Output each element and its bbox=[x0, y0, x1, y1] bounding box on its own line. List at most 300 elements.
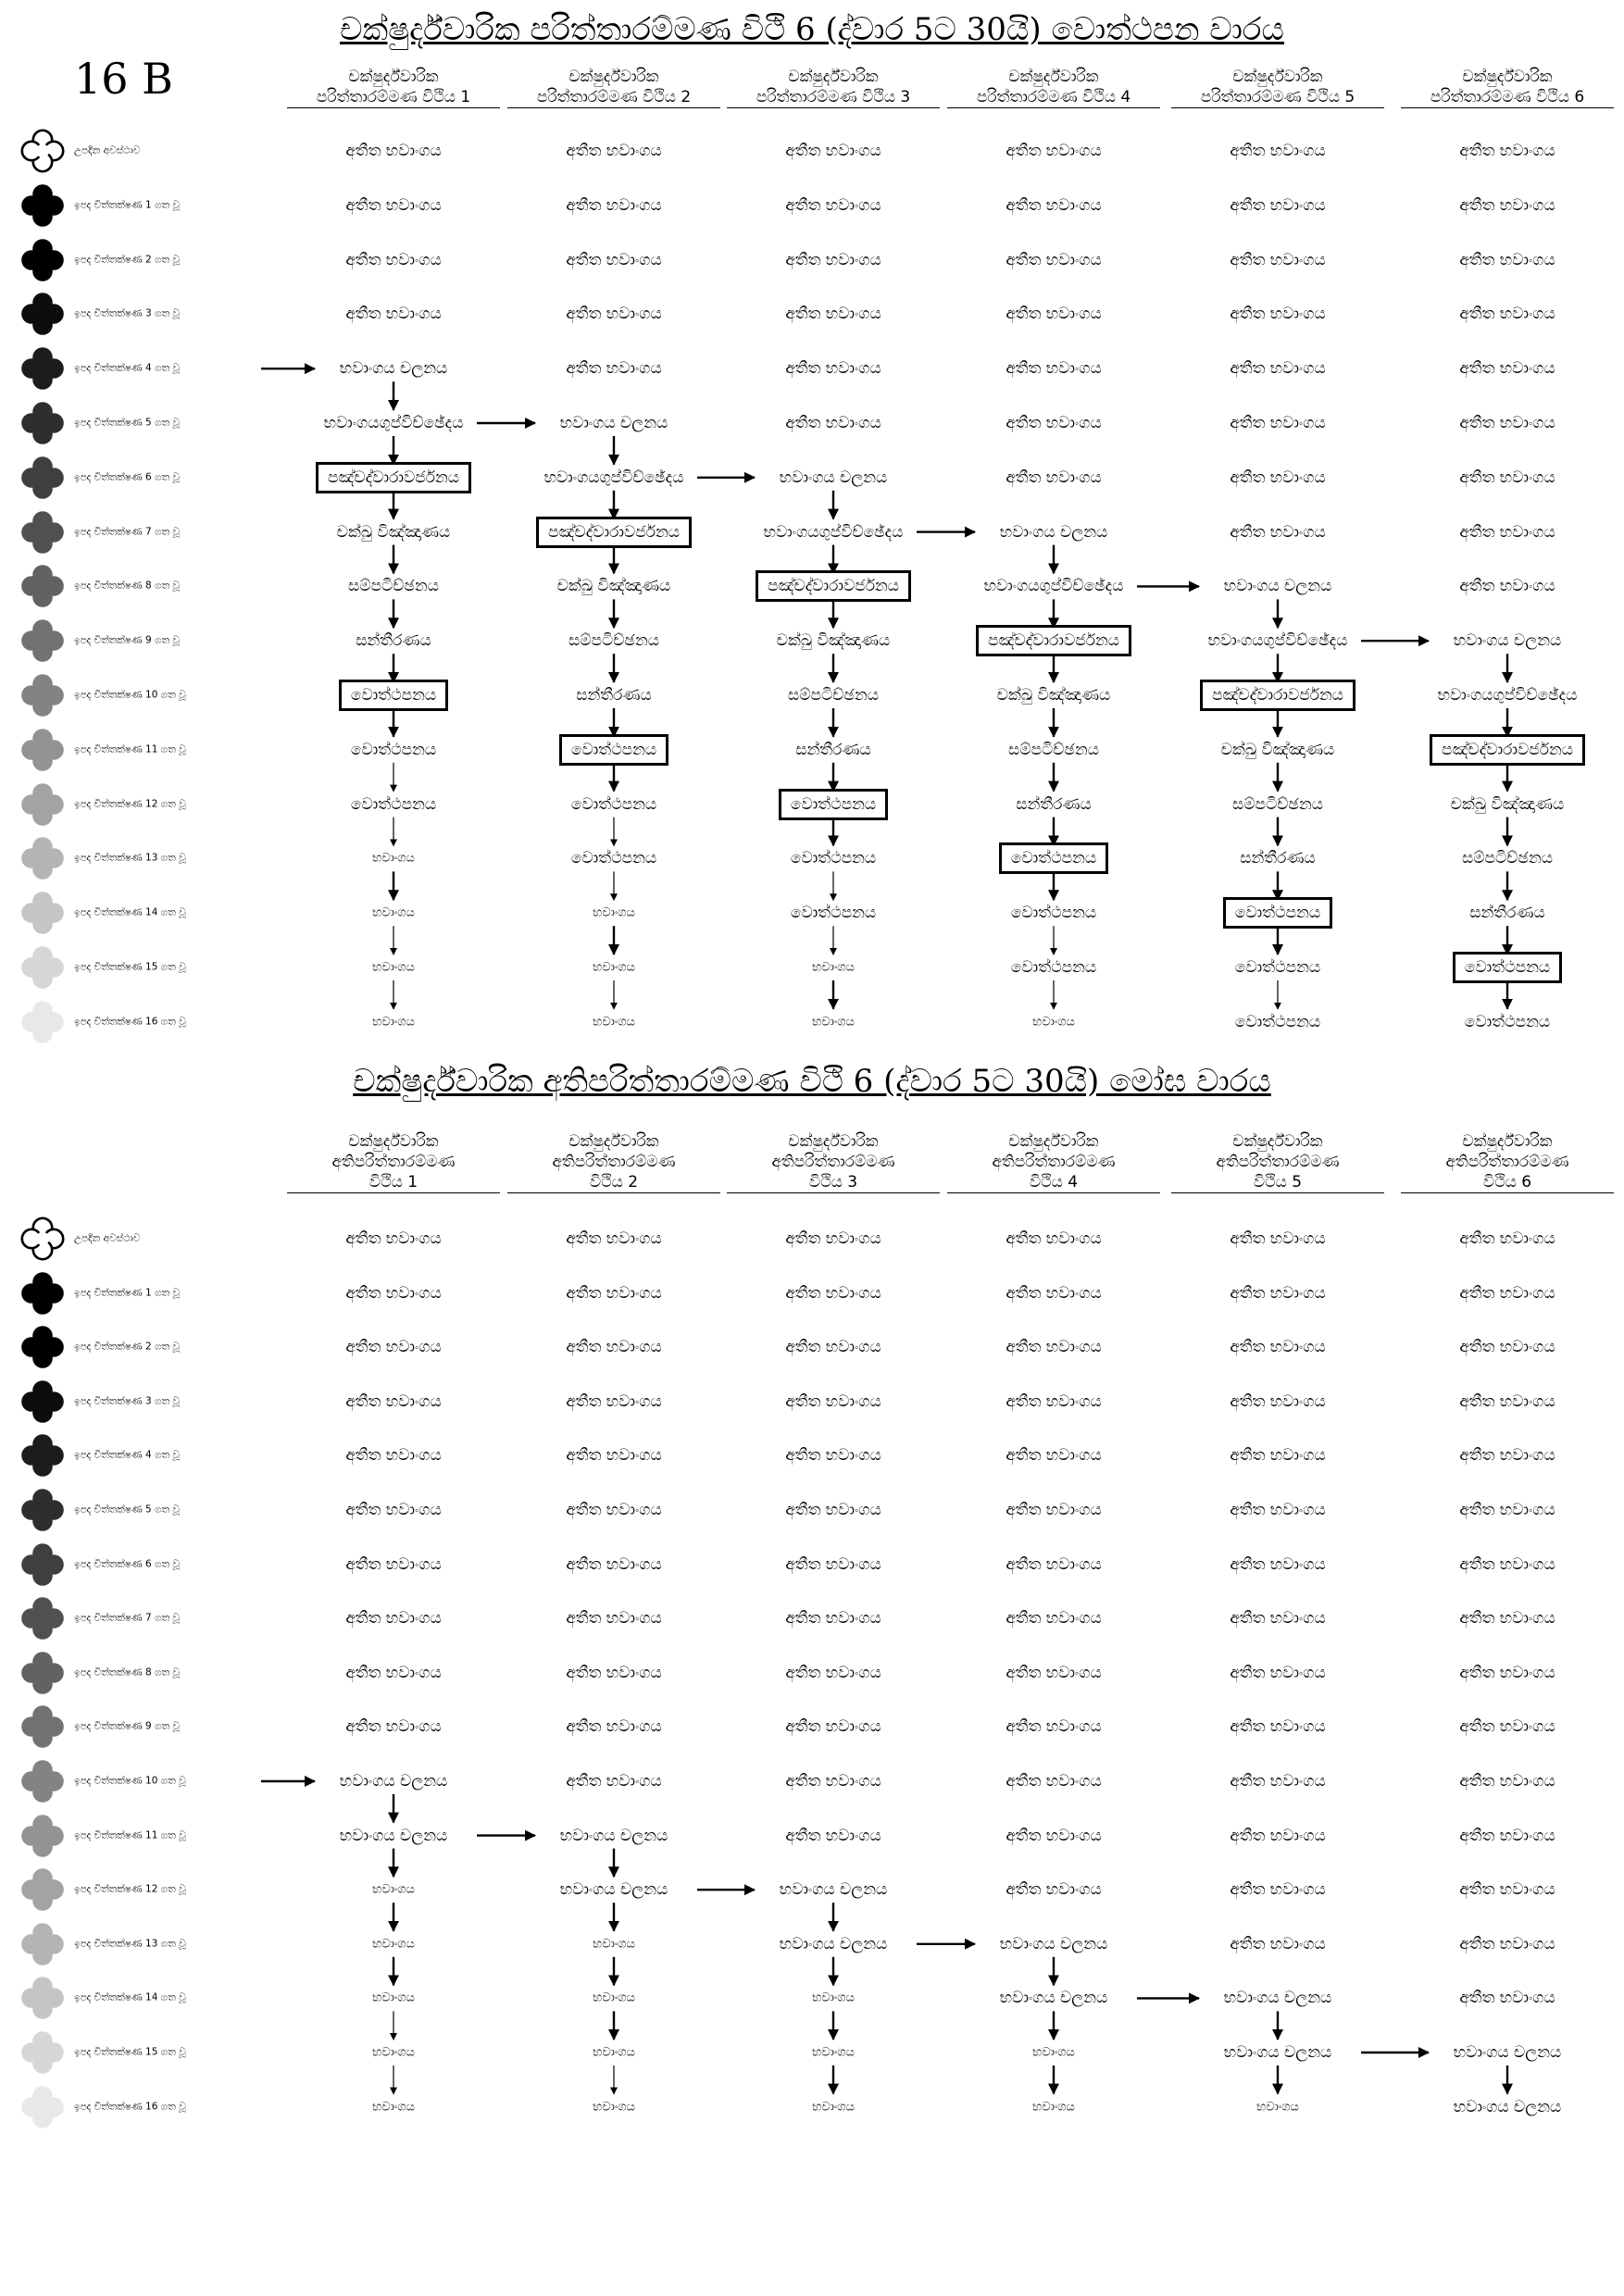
cell: භවාංගය චලනය bbox=[999, 1989, 1108, 2008]
cell: අතීත භවාංගය bbox=[566, 1501, 662, 1519]
cell: අතීත භවාංගය bbox=[785, 1501, 881, 1519]
cell: අතීත භවාංගය bbox=[1006, 305, 1102, 324]
row-label: ඉපද චිත්තක්ෂණ 14 ගත වූ bbox=[74, 906, 186, 918]
column-header-line: අතිපරිත්තාරම්මණ bbox=[331, 1153, 456, 1171]
cell: භවාංගය bbox=[593, 2100, 635, 2115]
cell: වොත්ථපනය bbox=[790, 904, 877, 923]
clover-icon bbox=[20, 129, 65, 173]
column-header bbox=[1171, 67, 1384, 108]
cell-highlighted: පඤ්චද්වාරාවර්ජනය bbox=[947, 625, 1160, 656]
cell: චක්ඛු විඤ්ඤාණය bbox=[1220, 740, 1335, 759]
cell: අතීත භවාංගය bbox=[1230, 305, 1326, 324]
cell: අතීත භවාංගය bbox=[566, 1229, 662, 1248]
column-header-line: චක්ෂුර්ද්වාරික bbox=[348, 68, 439, 86]
cell: භවාංගය චලනය bbox=[999, 1934, 1108, 1953]
cell: සන්තීරණය bbox=[795, 740, 871, 759]
row-label: ඉපද චිත්තක්ෂණ 11 ගත වූ bbox=[74, 1829, 186, 1841]
cell: භවාංගය bbox=[812, 2045, 855, 2060]
column-header bbox=[1171, 1131, 1384, 1193]
cell: අතීත භවාංගය bbox=[1459, 142, 1555, 160]
cell: අතීත භවාංගය bbox=[785, 1229, 881, 1248]
clover-icon bbox=[20, 782, 65, 827]
cell: අතීත භවාංගය bbox=[1459, 1772, 1555, 1791]
row-label: ඉපද චිත්තක්ෂණ 3 ගත වූ bbox=[74, 1395, 180, 1407]
cell: භවාංගය චලනය bbox=[1223, 2043, 1332, 2062]
cell: අතීත භවාංගය bbox=[345, 1283, 442, 1303]
cell: අතීත භවාංගය bbox=[1006, 1283, 1102, 1303]
column-header bbox=[507, 67, 720, 108]
cell: අතීත භවාංගය bbox=[785, 1717, 881, 1737]
cell: භවාංගය චලනය bbox=[559, 1880, 668, 1900]
cell: වොත්ථපනය bbox=[1234, 1012, 1321, 1031]
cell: වොත්ථපනය bbox=[1464, 1012, 1551, 1031]
clover-icon bbox=[20, 728, 65, 772]
column-header-line: අතිපරිත්තාරම්මණ bbox=[1445, 1153, 1569, 1171]
cell: අතීත භවාංගය bbox=[345, 1391, 442, 1411]
column-header-line: පරිත්තාරම්මණ විථිය 5 bbox=[1200, 88, 1355, 106]
column-header-line: විථිය 1 bbox=[369, 1173, 418, 1192]
clover-icon bbox=[20, 183, 65, 228]
cell: අතීත භවාංගය bbox=[345, 1717, 442, 1737]
column-header-line: පරිත්තාරම්මණ විථිය 1 bbox=[316, 88, 471, 106]
clover-icon bbox=[20, 1217, 65, 1261]
cell: අතීත භවාංගය bbox=[345, 142, 442, 160]
cell: භවාංගය bbox=[593, 2045, 635, 2060]
cell: භවාංගය bbox=[372, 960, 415, 975]
cell: අතීත භවාංගය bbox=[345, 250, 442, 269]
row-label: ඉපද චිත්තක්ෂණ 7 ගත වූ bbox=[74, 526, 180, 538]
cell: සන්තීරණය bbox=[1469, 904, 1545, 923]
cell: අතීත භවාංගය bbox=[1459, 305, 1555, 324]
cell-highlighted: වොත්ථපනය bbox=[947, 842, 1160, 874]
cell: චක්ඛු විඤ්ඤාණය bbox=[556, 577, 671, 596]
cell: අතීත භවාංගය bbox=[1459, 359, 1555, 379]
cell: අතීත භවාංගය bbox=[1459, 1391, 1555, 1411]
cell: භවාංගය bbox=[593, 1015, 635, 1029]
cell: අතීත භවාංගය bbox=[345, 195, 442, 215]
cell-highlighted: පඤ්චද්වාරාවර්ජනය bbox=[1171, 680, 1384, 711]
row-label: ඉපද චිත්තක්ෂණ 10 ගත වූ bbox=[74, 689, 186, 701]
cell: භවාංගයගුප්විච්ඡේදය bbox=[763, 522, 904, 542]
clover-icon bbox=[20, 1704, 65, 1749]
cell: අතීත භවාංගය bbox=[785, 1391, 881, 1411]
cell: අතීත භවාංගය bbox=[1459, 468, 1555, 487]
cell-highlighted: පඤ්චද්වාරාවර්ජනය bbox=[287, 462, 500, 493]
cell: අතීත භවාංගය bbox=[1230, 1717, 1326, 1737]
column-header bbox=[1401, 1131, 1614, 1193]
clover-icon bbox=[20, 1596, 65, 1641]
cell: වොත්ථපනය bbox=[1010, 958, 1097, 977]
cell: අතීත භවාංගය bbox=[1006, 1446, 1102, 1466]
cell: චක්ඛු විඤ්ඤාණය bbox=[776, 631, 891, 651]
cell: සම්පටිච්ඡනය bbox=[1232, 794, 1323, 814]
cell-highlighted: වොත්ථපනය bbox=[1171, 897, 1384, 929]
cell: අතීත භවාංගය bbox=[1459, 1880, 1555, 1900]
row-label: ඉපද චිත්තක්ෂණ 8 ගත වූ bbox=[74, 580, 180, 592]
cell: සන්තීරණය bbox=[576, 686, 652, 705]
column-header bbox=[727, 1131, 940, 1193]
cell: අතීත භවාංගය bbox=[1459, 577, 1555, 596]
cell: අතීත භවාංගය bbox=[566, 1554, 662, 1574]
column-header bbox=[947, 1131, 1160, 1193]
column-header-line: චක්ෂුර්ද්වාරික bbox=[1232, 68, 1323, 86]
cell: භවාංගය චලනය bbox=[1453, 2043, 1562, 2062]
cell: අතීත භවාංගය bbox=[1230, 1501, 1326, 1519]
cell: අතීත භවාංගය bbox=[345, 305, 442, 324]
cell: භවාංගය චලනය bbox=[1453, 2097, 1562, 2116]
cell: භවාංගය bbox=[372, 1882, 415, 1897]
cell: භවාංගයගුප්විච්ඡේදය bbox=[983, 577, 1124, 596]
column-header-line: චක්ෂුර්ද්වාරික bbox=[348, 1132, 439, 1151]
cell: භවාංගය bbox=[1032, 2100, 1075, 2115]
cell: අතීත භවාංගය bbox=[1230, 1338, 1326, 1357]
cell: අතීත භවාංගය bbox=[566, 1772, 662, 1791]
page-code: 16 B bbox=[74, 54, 173, 104]
row-label: ඉපද චිත්තක්ෂණ 6 ගත වූ bbox=[74, 1558, 180, 1570]
row-label: ඉපද චිත්තක්ෂණ 14 ගත වූ bbox=[74, 1991, 186, 2003]
cell: භවාංගය bbox=[812, 1990, 855, 2005]
row-label: උපදින අවස්ථාව bbox=[74, 1232, 141, 1244]
row-label: ඉපද චිත්තක්ෂණ 6 ගත වූ bbox=[74, 471, 180, 483]
column-header-line: චක්ෂුර්ද්වාරික bbox=[1232, 1132, 1323, 1151]
cell: අතීත භවාංගය bbox=[785, 1826, 881, 1845]
row-label: ඉපද චිත්තක්ෂණ 8 ගත වූ bbox=[74, 1666, 180, 1678]
cell: වොත්ථපනය bbox=[790, 849, 877, 868]
cell: භවාංගය bbox=[372, 1015, 415, 1029]
cell: භවාංගය චලනය bbox=[1453, 631, 1562, 651]
row-label: ඉපද චිත්තක්ෂණ 2 ගත වූ bbox=[74, 254, 180, 266]
cell: වොත්ථපනය bbox=[570, 794, 657, 814]
cell: අතීත භවාංගය bbox=[1459, 1989, 1555, 2008]
row-label: ඉපද චිත්තක්ෂණ 5 ගත වූ bbox=[74, 1504, 180, 1516]
row-label: උපදින අවස්ථාව bbox=[74, 144, 141, 156]
cell: අතීත භවාංගය bbox=[566, 359, 662, 379]
cell: අතීත භවාංගය bbox=[566, 1717, 662, 1737]
cell: සම්පටිච්ඡනය bbox=[348, 577, 439, 596]
cell: අතීත භවාංගය bbox=[566, 1663, 662, 1682]
cell: අතීත භවාංගය bbox=[1459, 1609, 1555, 1628]
column-header bbox=[287, 1131, 500, 1193]
cell: අතීත භවාංගය bbox=[566, 1338, 662, 1357]
cell: භවාංගය bbox=[372, 1990, 415, 2005]
cell: වොත්ථපනය bbox=[1234, 958, 1321, 977]
cell: භවාංගය bbox=[372, 2045, 415, 2060]
column-header-line: අතිපරිත්තාරම්මණ bbox=[552, 1153, 676, 1171]
column-header-line: චක්ෂුර්ද්වාරික bbox=[788, 68, 879, 86]
cell: භවාංගය bbox=[372, 2100, 415, 2115]
cell: අතීත භවාංගය bbox=[1006, 359, 1102, 379]
cell: භවාංගය චලනය bbox=[779, 1880, 888, 1900]
cell: භවාංගයගුප්විච්ඡේදය bbox=[1437, 686, 1578, 705]
cell-highlighted: පඤ්චද්වාරාවර්ජනය bbox=[507, 517, 720, 548]
cell: භවාංගය චලනය bbox=[779, 468, 888, 487]
cell: අතීත භවාංගය bbox=[1006, 1338, 1102, 1357]
row-label: ඉපද චිත්තක්ෂණ 9 ගත වූ bbox=[74, 1720, 180, 1732]
cell: අතීත භවාංගය bbox=[1230, 359, 1326, 379]
row-label: ඉපද චිත්තක්ෂණ 9 ගත වූ bbox=[74, 634, 180, 646]
cell: සම්පටිච්ඡනය bbox=[1008, 740, 1099, 759]
cell: අතීත භවාංගය bbox=[1230, 195, 1326, 215]
cell: වොත්ථපනය bbox=[350, 740, 437, 759]
cell: භවාංගය චලනය bbox=[559, 414, 668, 432]
clover-icon bbox=[20, 1542, 65, 1587]
row-label: ඉපද චිත්තක්ෂණ 15 ගත වූ bbox=[74, 2046, 186, 2058]
column-header-line: විථිය 4 bbox=[1029, 1173, 1079, 1192]
column-header-line: විථිය 6 bbox=[1482, 1173, 1532, 1192]
column-header-line: චක්ෂුර්ද්වාරික bbox=[1462, 1132, 1553, 1151]
clover-icon bbox=[20, 1271, 65, 1316]
clover-icon bbox=[20, 1814, 65, 1858]
cell: භවාංගය bbox=[593, 905, 635, 920]
cell: අතීත භවාංගය bbox=[345, 1338, 442, 1357]
cell: භවාංගය bbox=[812, 1015, 855, 1029]
cell: අතීත භවාංගය bbox=[785, 250, 881, 269]
cell: භවාංගය චලනය bbox=[779, 1934, 888, 1953]
cell: භවාංගය bbox=[593, 1990, 635, 2005]
cell: භවාංගය චලනය bbox=[339, 1772, 448, 1791]
cell: සන්තීරණය bbox=[356, 631, 431, 651]
cell: අතීත භවාංගය bbox=[1230, 1772, 1326, 1791]
cell: භවාංගය චලනය bbox=[999, 522, 1108, 542]
cell: අතීත භවාංගය bbox=[1459, 1554, 1555, 1574]
cell: අතීත භවාංගය bbox=[1459, 1501, 1555, 1519]
cell: අතීත භවාංගය bbox=[1230, 1391, 1326, 1411]
clover-icon bbox=[20, 292, 65, 336]
clover-icon bbox=[20, 2030, 65, 2075]
cell: අතීත භවාංගය bbox=[1459, 250, 1555, 269]
column-header-line: විථිය 3 bbox=[808, 1173, 858, 1192]
cell: අතීත භවාංගය bbox=[1230, 142, 1326, 160]
section1-title: චක්ෂුර්ද්වාරික පරිත්තාරම්මණ විථි 6 (ද්වාර 5ට 30යි) වොත්ථපන වාරය bbox=[340, 11, 1284, 48]
column-header-line: පරිත්තාරම්මණ විථිය 6 bbox=[1430, 88, 1585, 106]
cell: අතීත භවාංගය bbox=[566, 305, 662, 324]
row-label: ඉපද චිත්තක්ෂණ 15 ගත වූ bbox=[74, 961, 186, 973]
section2-title: චක්ෂුර්ද්වාරික අතිපරිත්තාරම්මණ විථි 6 (ද්වාර 5ට 30යි) මෝඝ වාරය bbox=[353, 1063, 1271, 1100]
column-header-line: අතිපරිත්තාරම්මණ bbox=[992, 1153, 1116, 1171]
cell: අතීත භවාංගය bbox=[1006, 1826, 1102, 1845]
cell: අතීත භවාංගය bbox=[1230, 1446, 1326, 1466]
cell: අතීත භවාංගය bbox=[345, 1609, 442, 1628]
clover-icon bbox=[20, 2085, 65, 2129]
cell: භවාංගයගුප්විච්ඡේදය bbox=[1207, 631, 1348, 651]
cell: අතීත භවාංගය bbox=[566, 1446, 662, 1466]
row-label: ඉපද චිත්තක්ෂණ 16 ගත වූ bbox=[74, 1016, 186, 1028]
clover-icon bbox=[20, 891, 65, 935]
row-label: ඉපද චිත්තක්ෂණ 11 ගත වූ bbox=[74, 743, 186, 755]
row-label: ඉපද චිත්තක්ෂණ 1 ගත වූ bbox=[74, 199, 180, 211]
row-label: ඉපද චිත්තක්ෂණ 2 ගත වූ bbox=[74, 1341, 180, 1353]
cell: භවාංගය චලනය bbox=[1223, 1989, 1332, 2008]
cell: අතීත භවාංගය bbox=[345, 1229, 442, 1248]
cell: අතීත භවාංගය bbox=[785, 1338, 881, 1357]
column-header-line: විථිය 5 bbox=[1253, 1173, 1303, 1192]
clover-icon bbox=[20, 1651, 65, 1695]
cell: අතීත භවාංගය bbox=[566, 195, 662, 215]
cell: අතීත භවාංගය bbox=[1230, 1283, 1326, 1303]
cell: අතීත භවාංගය bbox=[1459, 1934, 1555, 1953]
column-header-line: චක්ෂුර්ද්වාරික bbox=[1462, 68, 1553, 86]
cell: අතීත භවාංගය bbox=[1230, 1934, 1326, 1953]
cell: අතීත භවාංගය bbox=[1230, 250, 1326, 269]
cell: භවාංගය bbox=[593, 960, 635, 975]
cell: අතීත භවාංගය bbox=[345, 1446, 442, 1466]
cell: අතීත භවාංගය bbox=[1006, 1501, 1102, 1519]
cell: අතීත භවාංගය bbox=[1230, 1229, 1326, 1248]
cell: භවාංගය චලනය bbox=[1223, 577, 1332, 596]
cell: අතීත භවාංගය bbox=[785, 1554, 881, 1574]
row-label: ඉපද චිත්තක්ෂණ 16 ගත වූ bbox=[74, 2101, 186, 2113]
column-header-line: චක්ෂුර්ද්වාරික bbox=[788, 1132, 879, 1151]
cell: භවාංගය bbox=[372, 1937, 415, 1952]
column-header-line: චක්ෂුර්ද්වාරික bbox=[568, 1132, 659, 1151]
cell-highlighted: පඤ්චද්වාරාවර්ජනය bbox=[1401, 734, 1614, 766]
cell: භවාංගය bbox=[1256, 2100, 1299, 2115]
row-label: ඉපද චිත්තක්ෂණ 1 ගත වූ bbox=[74, 1287, 180, 1299]
cell-highlighted: වොත්ථපනය bbox=[287, 680, 500, 711]
clover-icon bbox=[20, 1433, 65, 1478]
cell: අතීත භවාංගය bbox=[345, 1554, 442, 1574]
column-header bbox=[727, 67, 940, 108]
row-label: ඉපද චිත්තක්ෂණ 13 ගත වූ bbox=[74, 1938, 186, 1950]
cell: අතීත භවාංගය bbox=[1459, 195, 1555, 215]
column-header bbox=[947, 67, 1160, 108]
cell: අතීත භවාංගය bbox=[1459, 1338, 1555, 1357]
cell: අතීත භවාංගය bbox=[1006, 195, 1102, 215]
cell: අතීත භවාංගය bbox=[785, 305, 881, 324]
cell: භවාංගය bbox=[812, 960, 855, 975]
row-label: ඉපද චිත්තක්ෂණ 12 ගත වූ bbox=[74, 1883, 186, 1895]
cell: අතීත භවාංගය bbox=[1230, 1554, 1326, 1574]
cell-highlighted: වොත්ථපනය bbox=[727, 789, 940, 820]
cell: අතීත භවාංගය bbox=[345, 1501, 442, 1519]
cell: අතීත භවාංගය bbox=[1230, 1826, 1326, 1845]
cell: සන්තීරණය bbox=[1240, 849, 1316, 868]
cell: අතීත භවාංගය bbox=[1006, 250, 1102, 269]
row-label: ඉපද චිත්තක්ෂණ 5 ගත වූ bbox=[74, 417, 180, 429]
clover-icon bbox=[20, 1325, 65, 1369]
cell: අතීත භවාංගය bbox=[1230, 522, 1326, 542]
clover-icon bbox=[20, 455, 65, 500]
column-header-line: විථිය 2 bbox=[589, 1173, 639, 1192]
cell: අතීත භවාංගය bbox=[566, 1391, 662, 1411]
cell: අතීත භවාංගය bbox=[1006, 1554, 1102, 1574]
cell: අතීත භවාංගය bbox=[785, 1609, 881, 1628]
cell: අතීත භවාංගය bbox=[785, 1772, 881, 1791]
clover-icon bbox=[20, 564, 65, 608]
cell: අතීත භවාංගය bbox=[1006, 1772, 1102, 1791]
column-header-line: පරිත්තාරම්මණ විථිය 4 bbox=[976, 88, 1131, 106]
cell: අතීත භවාංගය bbox=[785, 359, 881, 379]
cell-highlighted: වොත්ථපනය bbox=[507, 734, 720, 766]
column-header-line: අතිපරිත්තාරම්මණ bbox=[1216, 1153, 1340, 1171]
cell: අතීත භවාංගය bbox=[1006, 1229, 1102, 1248]
column-header-line: චක්ෂුර්ද්වාරික bbox=[1008, 1132, 1099, 1151]
cell: අතීත භවාංගය bbox=[1459, 414, 1555, 432]
cell: අතීත භවාංගය bbox=[1006, 468, 1102, 487]
cell: අතීත භවාංගය bbox=[1459, 1229, 1555, 1248]
cell: අතීත භවාංගය bbox=[785, 195, 881, 215]
column-header-line: අතිපරිත්තාරම්මණ bbox=[771, 1153, 895, 1171]
cell: අතීත භවාංගය bbox=[1006, 1717, 1102, 1737]
cell: අතීත භවාංගය bbox=[566, 1283, 662, 1303]
column-header bbox=[1401, 67, 1614, 108]
cell: අතීත භවාංගය bbox=[1006, 142, 1102, 160]
clover-icon bbox=[20, 1759, 65, 1803]
cell: භවාංගය bbox=[372, 851, 415, 866]
row-label: ඉපද චිත්තක්ෂණ 13 ගත වූ bbox=[74, 852, 186, 864]
column-header-line: චක්ෂුර්ද්වාරික bbox=[1008, 68, 1099, 86]
cell: භවාංගය චලනය bbox=[339, 1826, 448, 1845]
cell: අතීත භවාංගය bbox=[1459, 1446, 1555, 1466]
clover-icon bbox=[20, 673, 65, 718]
clover-icon bbox=[20, 1867, 65, 1912]
cell: අතීත භවාංගය bbox=[785, 414, 881, 432]
cell: අතීත භවාංගය bbox=[1006, 1663, 1102, 1682]
cell: අතීත භවාංගය bbox=[1230, 414, 1326, 432]
row-label: ඉපද චිත්තක්ෂණ 4 ගත වූ bbox=[74, 1449, 180, 1461]
cell: චක්ඛු විඤ්ඤාණය bbox=[1450, 794, 1565, 814]
cell: භවාංගයගුප්විච්ඡේදය bbox=[543, 468, 684, 487]
cell: අතීත භවාංගය bbox=[1459, 1717, 1555, 1737]
clover-icon bbox=[20, 1000, 65, 1044]
clover-icon bbox=[20, 1488, 65, 1532]
cell-highlighted: පඤ්චද්වාරාවර්ජනය bbox=[727, 570, 940, 602]
cell: අතීත භවාංගය bbox=[785, 142, 881, 160]
cell: සන්තීරණය bbox=[1016, 794, 1092, 814]
row-label: ඉපද චිත්තක්ෂණ 4 ගත වූ bbox=[74, 362, 180, 374]
row-label: ඉපද චිත්තක්ෂණ 12 ගත වූ bbox=[74, 798, 186, 810]
cell: භවාංගයගුප්විච්ඡේදය bbox=[323, 414, 464, 432]
clover-icon bbox=[20, 401, 65, 445]
column-header-line: චක්ෂුර්ද්වාරික bbox=[568, 68, 659, 86]
cell: අතීත භවාංගය bbox=[1230, 1609, 1326, 1628]
clover-icon bbox=[20, 618, 65, 663]
cell: භවාංගය bbox=[593, 1937, 635, 1952]
cell: භවාංගය bbox=[372, 905, 415, 920]
row-label: ඉපද චිත්තක්ෂණ 10 ගත වූ bbox=[74, 1775, 186, 1787]
cell: අතීත භවාංගය bbox=[566, 1609, 662, 1628]
clover-icon bbox=[20, 1922, 65, 1966]
cell: අතීත භවාංගය bbox=[1459, 1283, 1555, 1303]
clover-icon bbox=[20, 510, 65, 555]
cell: අතීත භවාංගය bbox=[1230, 468, 1326, 487]
clover-icon bbox=[20, 1976, 65, 2020]
cell: භවාංගය චලනය bbox=[339, 359, 448, 379]
cell: සම්පටිච්ඡනය bbox=[568, 631, 659, 651]
cell: අතීත භවාංගය bbox=[1006, 1609, 1102, 1628]
cell: අතීත භවාංගය bbox=[785, 1663, 881, 1682]
cell: අතීත භවාංගය bbox=[345, 1663, 442, 1682]
cell: අතීත භවාංගය bbox=[1459, 1663, 1555, 1682]
cell: අතීත භවාංගය bbox=[1230, 1880, 1326, 1900]
column-header-line: පරිත්තාරම්මණ විථිය 2 bbox=[536, 88, 692, 106]
column-header bbox=[507, 1131, 720, 1193]
row-label: ඉපද චිත්තක්ෂණ 3 ගත වූ bbox=[74, 307, 180, 319]
cell: අතීත භවාංගය bbox=[1459, 1826, 1555, 1845]
cell: සම්පටිච්ඡනය bbox=[788, 686, 879, 705]
clover-icon bbox=[20, 1379, 65, 1424]
clover-icon bbox=[20, 836, 65, 880]
clover-icon bbox=[20, 945, 65, 990]
cell-highlighted: වොත්ථපනය bbox=[1401, 952, 1614, 983]
cell: අතීත භවාංගය bbox=[1230, 1663, 1326, 1682]
column-header bbox=[287, 67, 500, 108]
cell: චක්ඛු විඤ්ඤාණය bbox=[336, 522, 451, 542]
row-label: ඉපද චිත්තක්ෂණ 7 ගත වූ bbox=[74, 1612, 180, 1624]
column-header-line: පරිත්තාරම්මණ විථිය 3 bbox=[756, 88, 911, 106]
clover-icon bbox=[20, 346, 65, 391]
cell: අතීත භවාංගය bbox=[1006, 1880, 1102, 1900]
